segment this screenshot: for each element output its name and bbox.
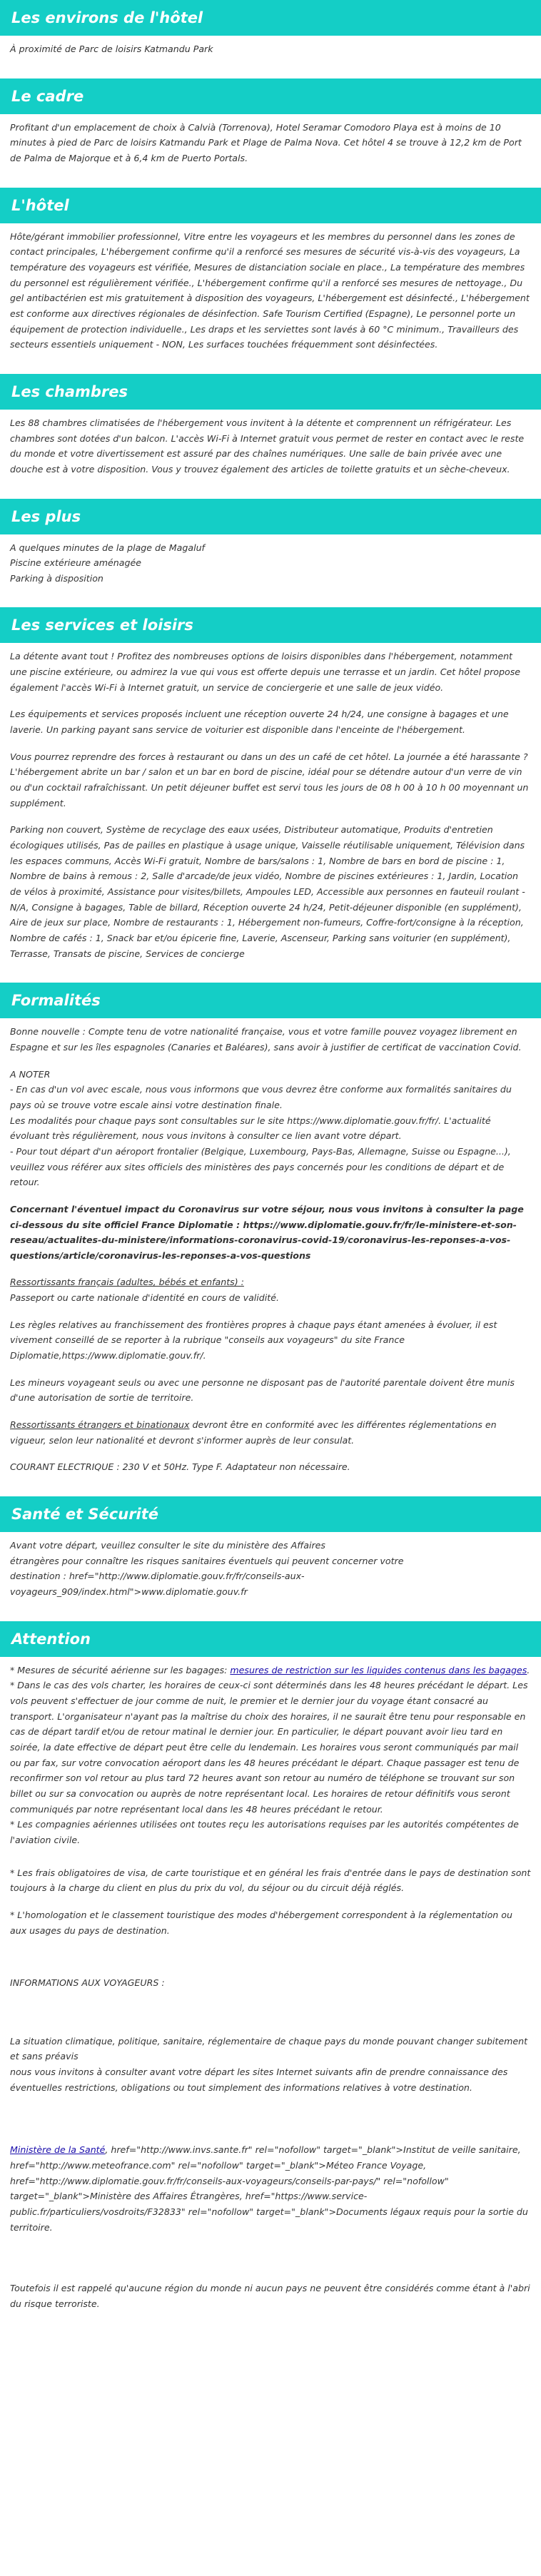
sante-line: étrangères pour connaître les risques sanitaires éventuels qui peuvent concerner votre	[10, 1555, 404, 1566]
plus-item: Piscine extérieure aménagée	[10, 557, 141, 569]
attention-body	[0, 1657, 541, 2312]
services-body	[0, 643, 541, 961]
sante-line: destination : href="http://www.diplomatie.gouv.fr/fr/conseils-aux-voyageurs_909/index.html">www.diplomatie.gouv.fr	[10, 1571, 305, 1597]
sante-ministere-link[interactable]: Ministère de la Santé	[10, 2144, 106, 2156]
cadre-section	[0, 78, 541, 166]
plus-item: A quelques minutes de la plage de Magaluf	[10, 542, 205, 553]
plus-body	[0, 534, 541, 587]
fr-text: Passeport ou carte nationale d'identité en cours de validité.	[10, 1292, 279, 1304]
links-block	[10, 2142, 531, 2235]
formalites-section	[0, 983, 541, 1475]
hotel-body	[0, 223, 541, 353]
links-rest: , href="http://www.invs.sante.fr" rel="nofollow" target="_blank">Institut de veille sanitaire, href="http://www.meteofrance.com" rel="nofollow" target="_blank">Méteo France Voyage, href="http://www.diplomatie.gouv.fr/fr/conseils-aux-voyageurs/conseils-par-pays/" rel="nofollow" target="_blank">Ministère des Affaires Étrangères, href="https://www.service-public.fr/particuliers/vosdroits/F32833" rel="nofollow" target="_blank">Documents légaux requis pour la sortie du territoire.	[10, 2144, 528, 2233]
hotel-title: L'hôtel	[0, 188, 541, 223]
charter-text: * Dans le cas des vols charter, les horaires de ceux-ci sont déterminés dans les 48 heures précédant le départ. Les vols peuvent s'effectuer de jour comme de nuit, le premier et le dernier jour du voyage étant consacré au transport. L'organisateur n'ayant pas la maîtrise du choix des horaires, il ne saurait être tenu pour responsable en cas de départ tardif et/ou de retour matinal le dernier jour. En particulier, le départ pouvant avoir lieu tard en soirée, la date effective de départ peut être celle du lendemain. Les horaires vous seront communiqués par mail ou par fax, sur votre convocation aéroport dans les 48 heures précédant le départ. Chaque passager est tenu de reconfirmer son vol retour au plus tard 72 heures avant son retour au numéro de téléphone se trouvant sur son billet ou sur sa convocation ou auprès de notre représentant local. Les horaires de retour définitifs vous seront communiqués par notre représentant local dans les 48 heures précédant le retour.	[10, 1680, 528, 1815]
hotel-section	[0, 188, 541, 353]
cadre-text: Profitant d'un emplacement de choix à Calvià (Torrenova), Hotel Seramar Comodoro Playa est à moins de 10 minutes à pied de Parc de loisirs Katmandu Park et Plage de Palma Nova. Cet hôtel 4 se trouve à 12,2 km de Port de Palma de Majorque et à 6,4 km de Puerto Portals.	[10, 121, 522, 163]
covid-notice: Concernant l'éventuel impact du Coronavirus sur votre séjour, nous vous invitons à consulter la page ci-dessous du site officiel France Diplomatie : https://www.diplomatie.gouv.fr/fr/le-ministere-et-son-reseau/actualites-du-ministere/informations-coronavirus-covid-19/coronavirus-les-reponses-a-vos-questions/article/coronavirus-les-reponses-a-vos-questions	[10, 1203, 524, 1261]
sante-body	[0, 1532, 541, 1600]
situation-text: La situation climatique, politique, sanitaire, réglementaire de chaque pays du monde pouvant changer subitement et sans préavis nous vous invitons à consulter avant votre départ les sites Internet suivants afin de prendre connaissance des éventuelles restrictions, obligations ou tout simplement des informations relatives à votre destination.	[10, 2035, 528, 2093]
chambres-section	[0, 374, 541, 477]
services-paragraph: Vous pourrez reprendre des forces à restaurant ou dans un des un café de cet hôtel. La journée a été harassante ? L'hébergement abrite un bar / salon et un bar en bord de piscine, idéal pour se détendre autour d'un verre de vin ou d'un cocktail rafraîchissant. Un petit déjeuner buffet est servi tous les jours de 08 h 00 à 10 h 00 moyennant un supplément.	[10, 751, 529, 808]
environs-title: Les environs de l'hôtel	[0, 0, 541, 36]
frais-text: * Les frais obligatoires de visa, de carte touristique et en général les frais d'entrée dans le pays de destination sont toujours à la charge du client en plus du prix du vol, du séjour ou du circuit déjà réglés.	[10, 1867, 531, 1894]
homologation-text: * L'homologation et le classement touristique des modes d'hébergement correspondent à la réglementation ou aux usages du pays de destination.	[10, 1909, 512, 1936]
anoter-line: Les modalités pour chaque pays sont consultables sur le site https://www.diplomatie.gouv.fr/fr/. L'actualité évoluant très régulièrement, nous vous invitons à consulter ce lien avant votre départ.	[10, 1115, 491, 1142]
etrangers-block	[10, 1417, 531, 1448]
mesures-link[interactable]: mesures de restriction sur les liquides contenus dans les bagages	[230, 1664, 527, 1675]
etrangers-label: Ressortissants étrangers et binationaux	[10, 1419, 190, 1431]
attention-section	[0, 1621, 541, 2312]
terrorisme-text: Toutefois il est rappelé qu'aucune région du monde ni aucun pays ne peuvent être considérés comme étant à l'abri du risque terroriste.	[10, 2283, 530, 2310]
sante-title: Santé et Sécurité	[0, 1496, 541, 1532]
courant-text: COURANT ELECTRIQUE : 230 V et 50Hz. Type F. Adaptateur non nécessaire.	[10, 1461, 350, 1473]
compagnies-text: * Les compagnies aériennes utilisées ont toutes reçu les autorisations requises par les autorités compétentes de l'aviation civile.	[10, 1819, 519, 1845]
plus-list	[10, 540, 531, 587]
etrangers-text: devront être en conformité avec les différentes réglementations en vigueur, selon leur nationalité et devront s'informer auprès de leur consulat.	[10, 1419, 497, 1446]
formalites-intro: Bonne nouvelle : Compte tenu de votre nationalité française, vous et votre famille pouvez voyagez librement en Espagne et sur les îles espagnoles (Canaries et Baléares), sans avoir à justifier de certificat de vaccination Covid.	[10, 1026, 522, 1053]
plus-item: Parking à disposition	[10, 572, 103, 584]
chambres-body	[0, 410, 541, 477]
services-paragraph: Les équipements et services proposés incluent une réception ouverte 24 h/24, une consigne à bagages et une laverie. Un parking payant sans service de voiturier est disponible dans l'enceinte de l'hébergement.	[10, 709, 509, 736]
cadre-body	[0, 114, 541, 166]
chambres-text: Les 88 chambres climatisées de l'hébergement vous invitent à la détente et comprennent un réfrigérateur. Les chambres sont dotées d'un balcon. L'accès Wi-Fi à Internet gratuit vous permet de rester en contact avec le reste du monde et votre divertissement est assuré par des chaînes numériques. Une salle de bain privée avec une douche est à votre disposition. Vous y trouvez également des articles de toilette gratuits et un sèche-cheveux.	[10, 417, 525, 475]
anoter-line: - En cas d'un vol avec escale, nous vous informons que vous devrez être conforme aux formalités sanitaires du pays où se trouve votre escale ainsi votre destination finale.	[10, 1084, 512, 1110]
formalites-title: Formalités	[0, 983, 541, 1018]
mesures-suffix: .	[527, 1664, 530, 1675]
sante-line: Avant votre départ, veuillez consulter le site du ministère des Affaires	[10, 1540, 325, 1551]
plus-title: Les plus	[0, 499, 541, 534]
mesures-prefix: * Mesures de sécurité aérienne sur les bagages:	[10, 1664, 231, 1675]
services-title: Les services et loisirs	[0, 607, 541, 643]
services-section	[0, 607, 541, 961]
attention-block	[10, 1663, 531, 1848]
anoter-block	[10, 1067, 531, 1190]
infos-label: INFORMATIONS AUX VOYAGEURS :	[10, 1977, 165, 1989]
environs-text: À proximité de Parc de loisirs Katmandu Park	[10, 44, 213, 54]
cadre-title: Le cadre	[0, 78, 541, 114]
plus-section	[0, 499, 541, 587]
mineurs-text: Les mineurs voyageant seuls ou avec une personne ne disposant pas de l'autorité parentale doivent être munis d'une autorisation de sortie de territoire.	[10, 1376, 515, 1404]
environs-section	[0, 0, 541, 57]
fr-label: Ressortissants français (adultes, bébés et enfants) :	[10, 1277, 244, 1288]
sante-text	[10, 1538, 531, 1600]
anoter-line: - Pour tout départ d'un aéroport frontalier (Belgique, Luxembourg, Pays-Bas, Allemagne, Suisse ou Espagne...), veuillez vous référer aux sites officiels des ministères des pays concernés pour les conditions de départ et de retour.	[10, 1145, 511, 1188]
services-paragraph: La détente avant tout ! Profitez des nombreuses options de loisirs disponibles dans l'hébergement, notamment une piscine extérieure, ou admirez la vue qui vous est offerte depuis une terrasse et un jardin. Cet hôtel propose également l'accès Wi-Fi à Internet gratuit, un service de conciergerie et une salle de jeux vidéo.	[10, 651, 521, 693]
sante-section	[0, 1496, 541, 1600]
environs-body	[0, 36, 541, 57]
regles-text: Les règles relatives au franchissement des frontières propres à chaque pays étant amenées à évoluer, il est vivement conseillé de se reporter à la rubrique "conseils aux voyageurs" du site France Diplomatie,https://www.diplomatie.gouv.fr/.	[10, 1319, 497, 1361]
chambres-title: Les chambres	[0, 374, 541, 410]
anoter-label: A NOTER	[10, 1068, 51, 1080]
formalites-body	[0, 1018, 541, 1475]
services-paragraph: Parking non couvert, Système de recyclage des eaux usées, Distributeur automatique, Produits d'entretien écologiques utilisés, Pas de pailles en plastique à usage unique, Vaisselle réutilisable uniquement, Télévision dans les espaces communs, Accès Wi-Fi gratuit, Nombre de bars/salons : 1, Nombre de bars en bord de piscine : 1, Nombre de bains à remous : 2, Salle d'arcade/de jeux vidéo, Nombre de piscines extérieures : 1, Jardin, Location de vélos à proximité, Assistance pour visites/billets, Ampoules LED, Accessible aux personnes en fauteuil roulant - N/A, Consigne à bagages, Table de billard, Réception ouverte 24 h/24, Petit-déjeuner disponible (en supplément), Aire de jeux sur place, Nombre de restaurants : 1, Hébergement non-fumeurs, Coffre-fort/consigne à la réception, Nombre de cafés : 1, Snack bar et/ou épicerie fine, Laverie, Ascenseur, Parking sans voiturier (en supplément), Terrasse, Transats de piscine, Services de concierge	[10, 824, 525, 959]
hotel-text: Hôte/gérant immobilier professionnel, Vitre entre les voyageurs et les membres du personnel dans les zones de contact principales, L'hébergement confirme qu'il a renforcé ses mesures de sécurité vis-à-vis des voyageurs, La température des voyageurs est vérifiée, Mesures de distanciation sociale en place., La température des membres du personnel est régulièrement vérifiée., L'hébergement confirme qu'il a renforcé ses mesures de nettoyage., Du gel antibactérien est mis gratuitement à disposition des voyageurs, L'hébergement est désinfecté., L'hébergement est conforme aux directives régionales de désinfection. Safe Tourism Certified (Espagne), Le personnel porte un équipement de protection individuelle., Les draps et les serviettes sont lavés à 60 °C minimum., Travailleurs des secteurs essentiels uniquement - NON, Les surfaces touchées fréquemment sont désinfectées.	[10, 230, 530, 350]
attention-title: Attention	[0, 1621, 541, 1657]
fr-block	[10, 1274, 531, 1305]
